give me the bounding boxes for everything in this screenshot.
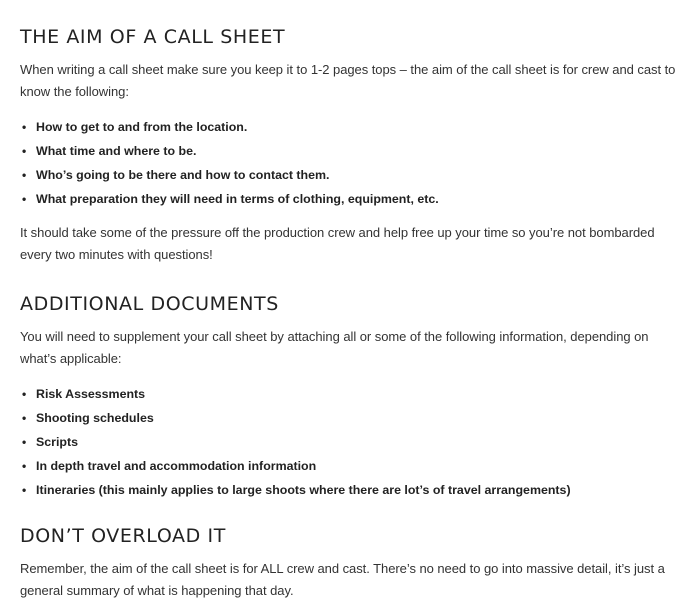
list-item — [20, 163, 680, 187]
list-item-text: Scripts — [36, 435, 79, 449]
list-item — [20, 430, 680, 454]
bullet-icon: • — [22, 168, 27, 182]
paragraph-aim-outro: It should take some of the pressure off the production crew and help free up your time so you’re not bombarded every two minutes with questions! — [20, 225, 655, 262]
list-item — [20, 478, 680, 502]
paragraph-aim-intro: When writing a call sheet make sure you keep it to 1-2 pages tops – the aim of the call sheet is for crew and cast to know the following: — [20, 62, 676, 99]
list-item-text: Shooting schedules — [36, 411, 154, 425]
list-item-text: Who’s going to be there and how to contact them. — [36, 168, 330, 182]
list-item — [20, 454, 680, 478]
list-item-text: Risk Assessments — [36, 387, 146, 401]
bullet-icon: • — [22, 411, 27, 425]
bullet-icon: • — [22, 483, 27, 497]
bullet-icon: • — [22, 459, 27, 473]
bullet-icon: • — [22, 387, 27, 401]
list-item-text: What preparation they will need in terms of clothing, equipment, etc. — [36, 192, 439, 206]
section-heading-aim: THE AIM OF A CALL SHEET — [20, 26, 286, 48]
bullet-icon: • — [22, 192, 27, 206]
list-item — [20, 139, 680, 163]
list-item-text: How to get to and from the location. — [36, 120, 248, 134]
bullet-list-additional-documents — [20, 382, 680, 502]
list-item — [20, 406, 680, 430]
list-item-text: What time and where to be. — [36, 144, 197, 158]
paragraph-additional-intro: You will need to supplement your call sheet by attaching all or some of the following information, depending on what’s applicable: — [20, 329, 649, 366]
paragraph-dont-overload: Remember, the aim of the call sheet is for ALL crew and cast. There’s no need to go into massive detail, it’s just a general summary of what is happening that day. — [20, 561, 665, 598]
bullet-list-aim — [20, 115, 680, 211]
list-item-text: In depth travel and accommodation information — [36, 459, 317, 473]
bullet-icon: • — [22, 120, 27, 134]
section-heading-dont-overload: DON’T OVERLOAD IT — [20, 525, 226, 547]
list-item — [20, 382, 680, 406]
list-item-text: Itineraries (this mainly applies to large shoots where there are lot’s of travel arrangements) — [36, 483, 571, 497]
bullet-icon: • — [22, 435, 27, 449]
list-item — [20, 187, 680, 211]
section-heading-additional-documents: ADDITIONAL DOCUMENTS — [20, 293, 279, 315]
bullet-icon: • — [22, 144, 27, 158]
list-item — [20, 115, 680, 139]
